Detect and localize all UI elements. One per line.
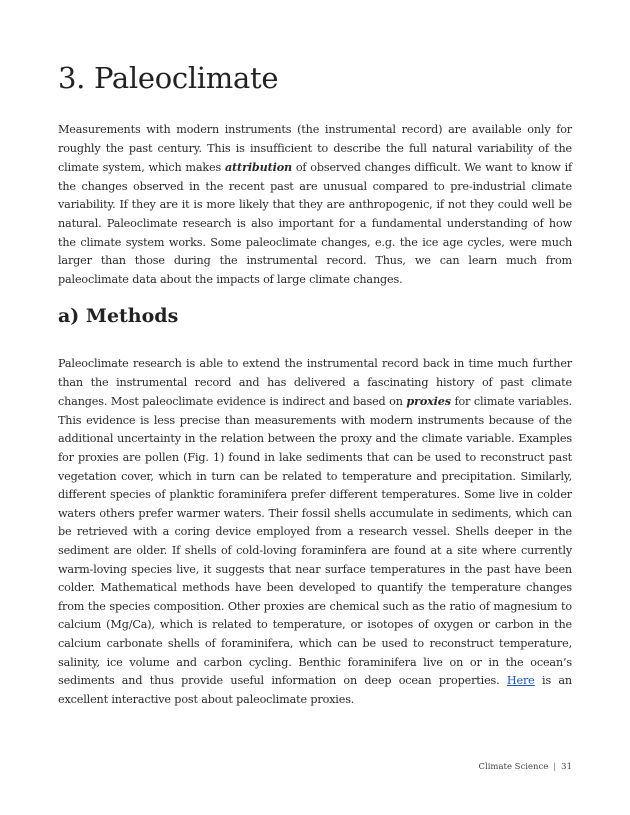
methods-text-after: is an excellent interactive post about paleoclimate proxies. xyxy=(58,674,572,706)
footer-separator: | xyxy=(553,762,557,772)
footer-page-number: 31 xyxy=(561,762,572,772)
intro-text-after: of observed changes difficult. We want to know if the changes observed in the recent past are unusual compared to pre-industrial climate variability. If they are it is more likely that they are anthropogenic, if not they could well be natural. Paleoclimate research is also important for a fundamental understanding of how the climate system works. Some paleoclimate changes, e.g. the ice age cycles, were much larger than those during the instrumental record. Thus, we can learn much from paleoclimate data about the impacts of large climate changes. xyxy=(58,161,572,286)
methods-text-middle: for climate variables. This evidence is less precise than measurements with modern instruments because of the additional uncertainty in the relation between the proxy and the climate variable. Examples for proxies are pollen (Fig. 1) found in lake sediments that can be used to reconstruct past vegetation cover, which in turn can be related to temperature and precipitation. Similarly, different species of planktic foraminifera prefer different temperatures. Some live in colder waters others prefer warmer waters. Their fossil shells accumulate in sediments, which can be retrieved with a coring device employed from a research vessel. Shells deeper in the sediment are older. If shells of cold-loving foraminfera are found at a site where currently warm-loving species live, it suggests that near surface temperatures in the past have been colder. Mathematical methods have been developed to quantify the temperature changes from the species composition. Other proxies are chemical such as the ratio of magnesium to calcium (Mg/Ca), which is related to temperature, or isotopes of oxygen or carbon in the calcium carbonate shells of foraminifera, which can be used to reconstruct temperature, salinity, ice volume and carbon cycling. Benthic foraminifera live on or in the ocean’s sediments and thus provide useful information on deep ocean properties. xyxy=(58,395,572,688)
methods-text-before: Paleoclimate research is able to extend the instrumental record back in time much further than the instrumental record and has delivered a fascinating history of past climate changes. Most paleoclimate evidence is indirect and based on xyxy=(58,357,572,409)
footer-book-title: Climate Science xyxy=(478,762,549,772)
page-footer xyxy=(478,762,572,772)
methods-emphasis: proxies xyxy=(406,394,451,409)
intro-text-before: Measurements with modern instruments (the instrumental record) are available only for roughly the past century. This is insufficient to describe the full natural variability of the climate system, which makes xyxy=(58,123,572,175)
intro-paragraph xyxy=(58,121,572,289)
methods-paragraph xyxy=(58,355,572,709)
intro-emphasis: attribution xyxy=(224,160,292,175)
chapter-title: 3. Paleoclimate xyxy=(58,61,279,95)
section-title-methods: a) Methods xyxy=(58,305,179,327)
proxies-post-link[interactable]: Here xyxy=(506,674,535,688)
